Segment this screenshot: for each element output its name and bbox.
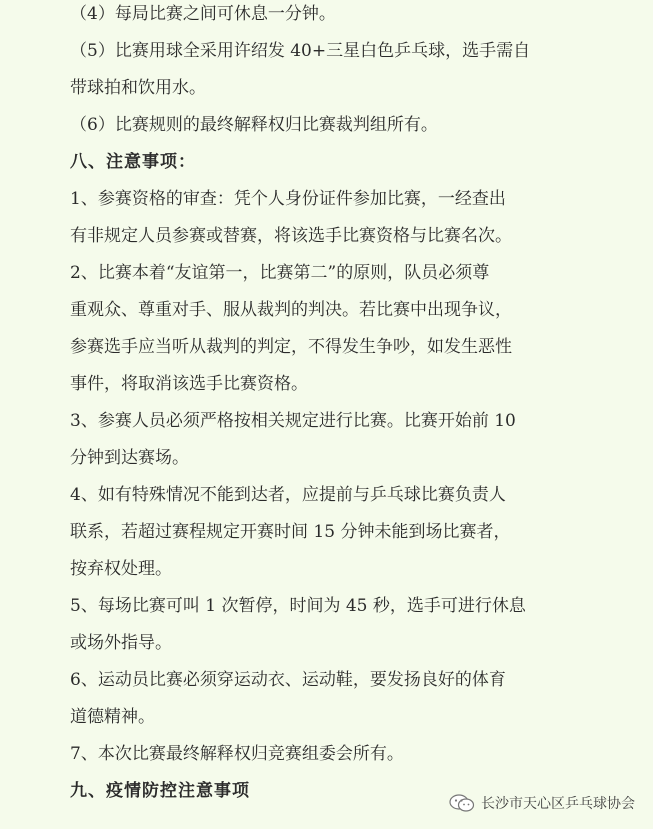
notice-2-line-1: 2、比赛本着“友谊第一，比赛第二”的原则，队员必须尊: [70, 263, 490, 283]
notice-5-line-2: 或场外指导。: [70, 633, 172, 653]
notice-4-line-1: 4、如有特殊情况不能到达者，应提前与乒乓球比赛负责人: [70, 485, 506, 505]
rule-5-line-2: 带球拍和饮用水。: [70, 78, 206, 98]
rule-4: （4）每局比赛之间可休息一分钟。: [70, 4, 336, 24]
rule-5-line-1: （5）比赛用球全采用许绍发 40+三星白色乒乓球，选手需自: [70, 41, 531, 61]
notice-1-line-1: 1、参赛资格的审查：凭个人身份证件参加比赛，一经查出: [70, 189, 506, 209]
wechat-icon: [449, 793, 475, 813]
notice-3-line-2: 分钟到达赛场。: [70, 448, 189, 468]
notice-2-line-3: 参赛选手应当听从裁判的判定，不得发生争吵，如发生恶性: [70, 337, 512, 357]
notice-1-line-2: 有非规定人员参赛或替赛，将该选手比赛资格与比赛名次。: [70, 226, 512, 246]
notice-4-line-2: 联系，若超过赛程规定开赛时间 15 分钟未能到场比赛者，: [70, 522, 511, 542]
notice-3-line-1: 3、参赛人员必须严格按相关规定进行比赛。比赛开始前 10: [70, 411, 516, 431]
watermark: [449, 793, 635, 813]
section-9-heading: 九、疫情防控注意事项: [70, 781, 250, 801]
notice-2-line-2: 重观众、尊重对手、服从裁判的判决。若比赛中出现争议，: [70, 300, 512, 320]
notice-2-line-4: 事件，将取消该选手比赛资格。: [70, 374, 308, 394]
notice-6-line-1: 6、运动员比赛必须穿运动衣、运动鞋，要发扬良好的体育: [70, 670, 506, 690]
notice-6-line-2: 道德精神。: [70, 707, 155, 727]
section-8-heading: 八、注意事项：: [70, 152, 196, 172]
notice-5-line-1: 5、每场比赛可叫 1 次暂停，时间为 45 秒，选手可进行休息: [70, 596, 526, 616]
watermark-text: 长沙市天心区乒乓球协会: [481, 796, 635, 812]
notice-4-line-3: 按弃权处理。: [70, 559, 172, 579]
rule-6: （6）比赛规则的最终解释权归比赛裁判组所有。: [70, 115, 438, 135]
notice-7-line-1: 7、本次比赛最终解释权归竞赛组委会所有。: [70, 744, 404, 764]
